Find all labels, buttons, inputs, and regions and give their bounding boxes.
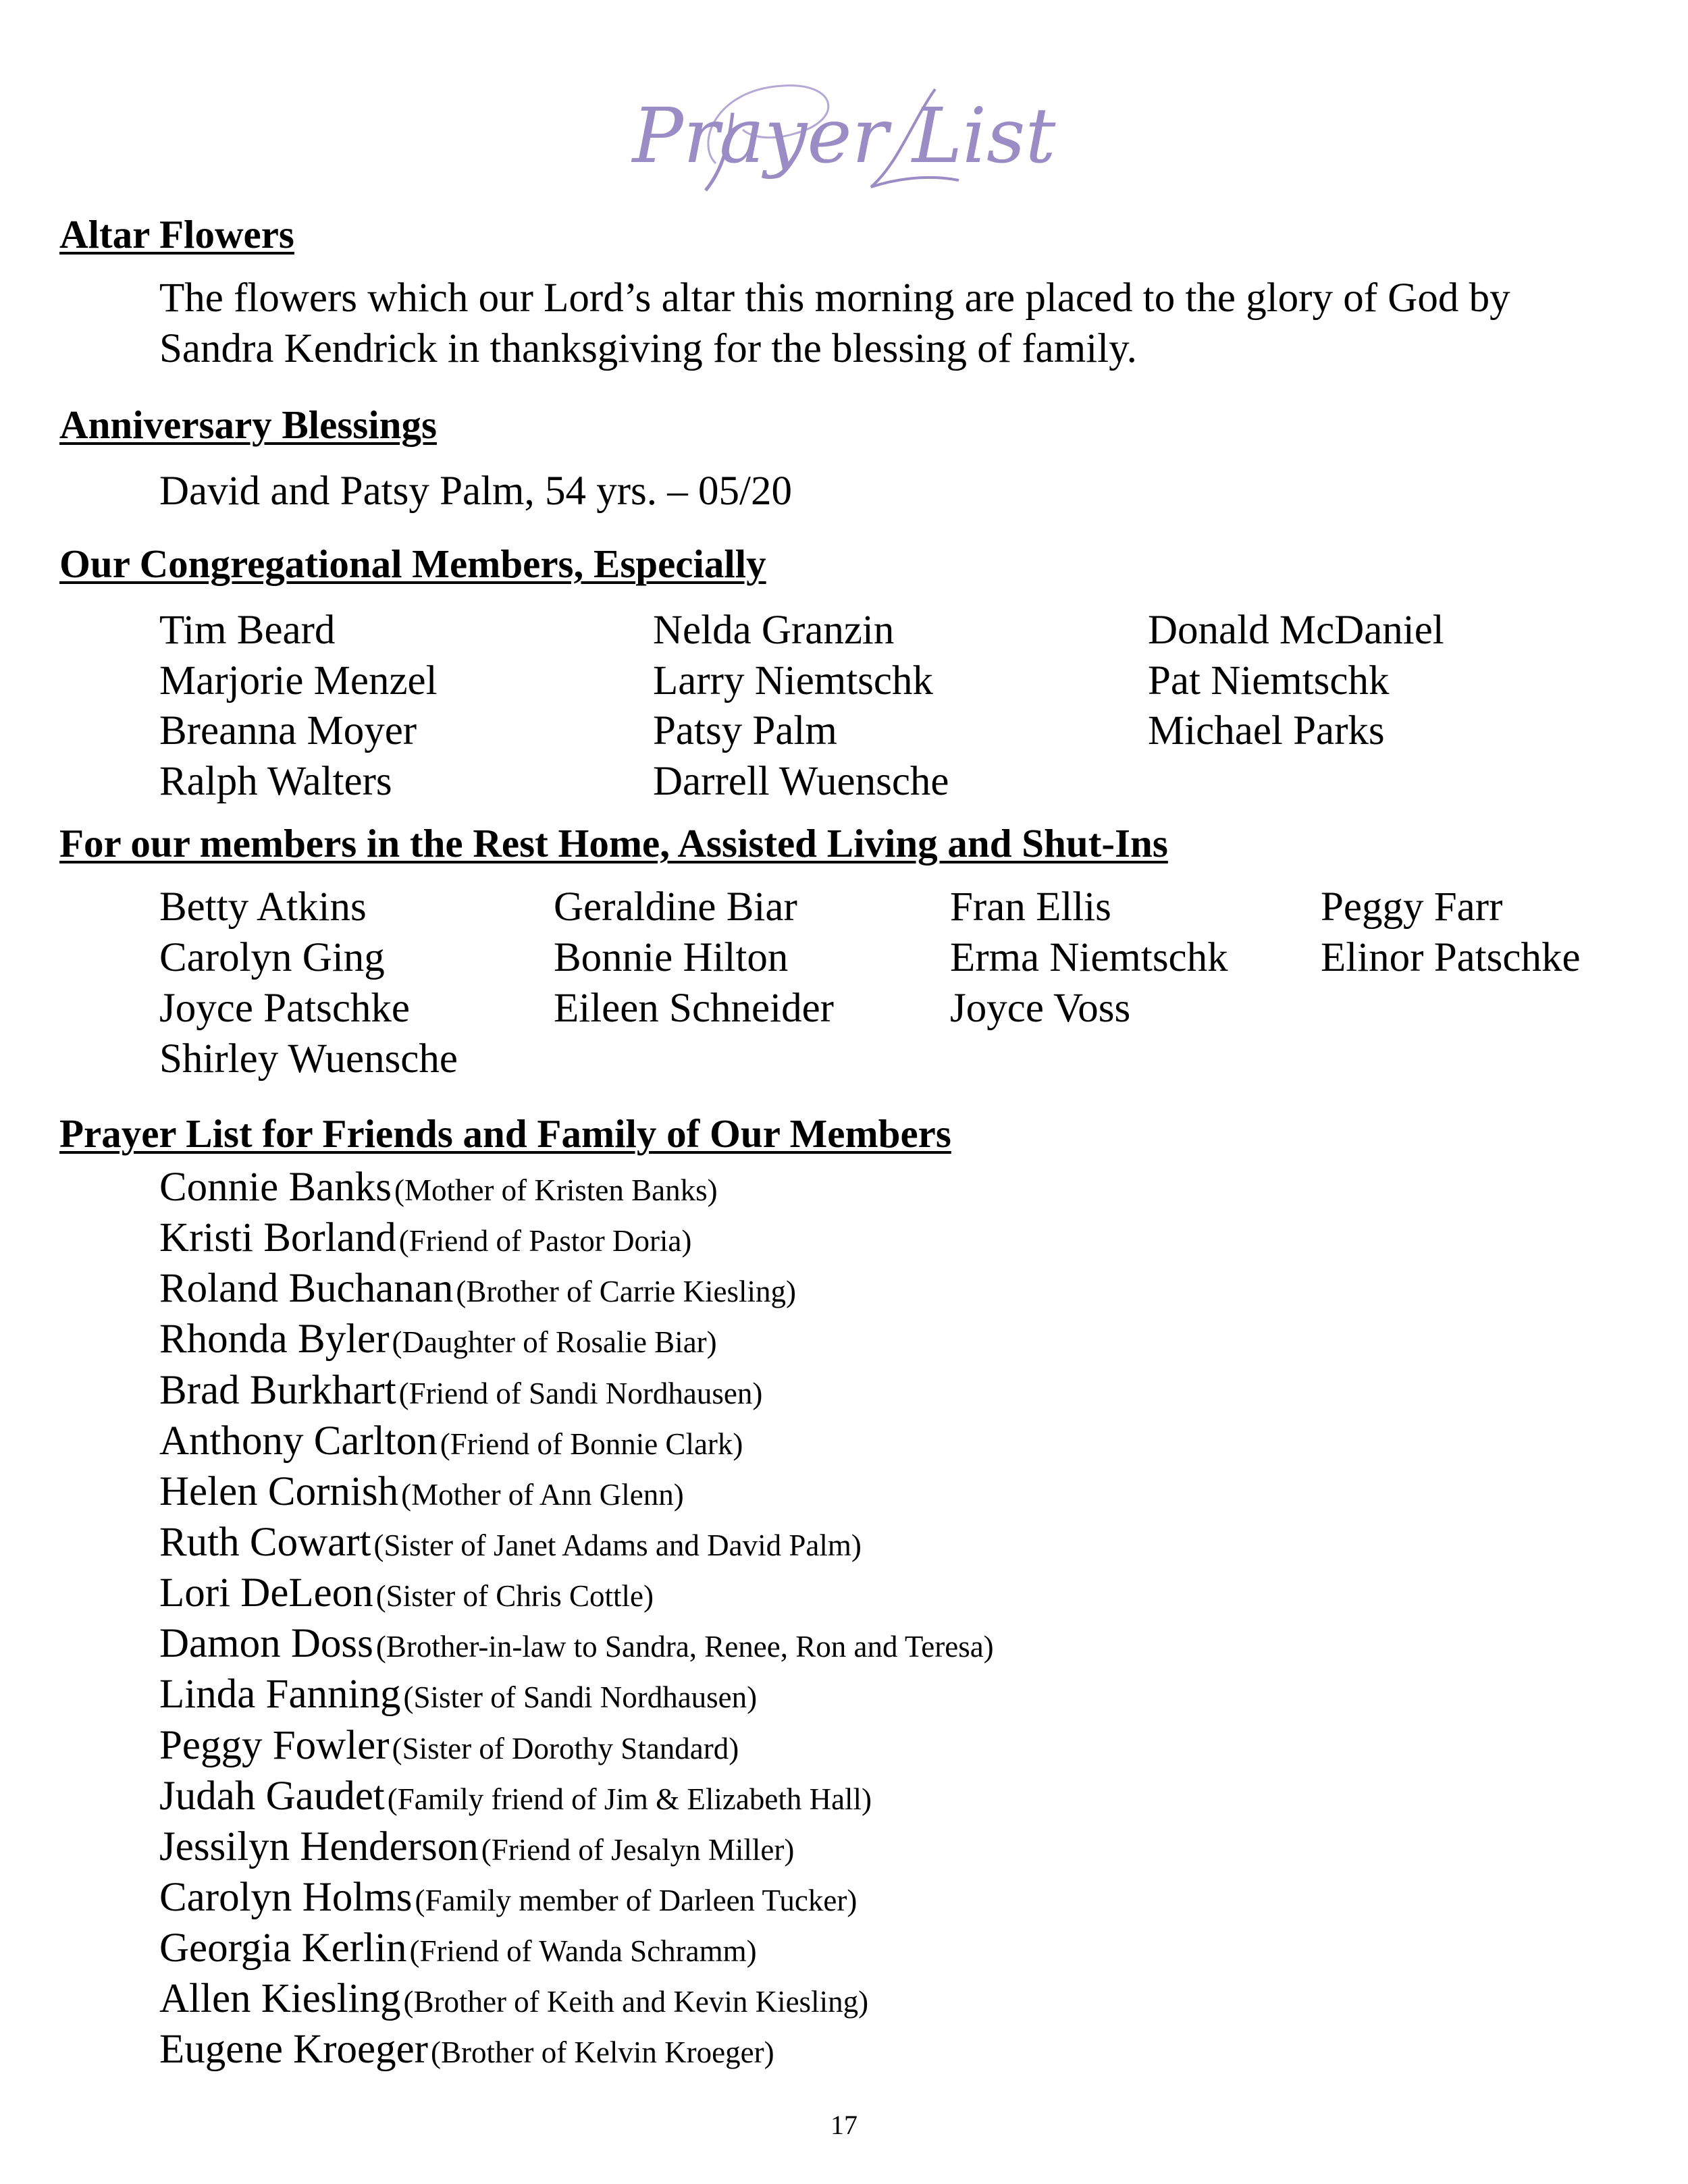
list-item [159,1471,684,1512]
rest-home-heading: For our members in the Rest Home, Assisted Living and Shut-Ins [59,821,1168,865]
person-name: Ruth Cowart [159,1520,371,1565]
congregation-name: Patsy Palm [653,708,837,753]
congregation-name: Breanna Moyer [159,708,417,753]
relation-note: (Brother of Carrie Kiesling) [456,1275,796,1308]
person-name: Rhonda Byler [159,1316,390,1362]
list-item [159,1268,796,1309]
congregation-name: Tim Beard [159,608,336,653]
congregation-name: Donald McDaniel [1148,608,1444,653]
congregation-name: Darrell Wuensche [653,759,949,804]
list-item [159,1927,757,1969]
person-name: Georgia Kerlin [159,1925,407,1971]
person-name: Connie Banks [159,1165,392,1210]
anniversary-line: David and Patsy Palm, 54 yrs. – 05/20 [159,469,792,514]
relation-note: (Sister of Janet Adams and David Palm) [373,1528,862,1562]
person-name: Damon Doss [159,1621,373,1666]
list-item [159,1978,868,2019]
relation-note: (Family friend of Jim & Elizabeth Hall) [387,1782,872,1816]
person-name: Carolyn Holms [159,1875,413,1920]
person-name: Peggy Fowler [159,1723,390,1768]
relation-note: (Sister of Dorothy Standard) [392,1732,739,1765]
rest-home-name: Joyce Patschke [159,986,410,1031]
relation-note: (Mother of Kristen Banks) [394,1173,718,1207]
list-item [159,1623,994,1664]
relation-note: (Daughter of Rosalie Biar) [392,1325,717,1359]
relation-note: (Sister of Sandi Nordhausen) [403,1680,758,1714]
logo-text: Prayer List [632,92,1056,180]
list-item [159,1572,654,1614]
rest-home-name: Shirley Wuensche [159,1036,458,1082]
congregation-name: Larry Niemtschk [653,658,933,703]
altar-flowers-heading: Altar Flowers [59,212,294,257]
rest-home-name: Joyce Voss [950,986,1131,1031]
anniversary-heading: Anniversary Blessings [59,402,437,447]
list-item [159,2029,774,2070]
relation-note: (Mother of Ann Glenn) [401,1478,684,1512]
relation-note: (Brother of Keith and Kevin Kiesling) [403,1985,869,2019]
person-name: Roland Buchanan [159,1266,454,1311]
person-name: Jessilyn Henderson [159,1824,479,1869]
rest-home-name: Elinor Patschke [1321,935,1581,980]
person-name: Linda Fanning [159,1672,401,1717]
person-name: Judah Gaudet [159,1774,385,1819]
prayer-list-logo [632,62,1056,207]
relation-note: (Brother-in-law to Sandra, Renee, Ron and Teresa) [375,1630,994,1663]
person-name: Helen Cornish [159,1469,399,1514]
list-item [159,1826,794,1867]
page-number: 17 [830,2110,858,2140]
person-name: Anthony Carlton [159,1418,438,1464]
rest-home-name: Peggy Farr [1321,884,1503,930]
rest-home-name: Eileen Schneider [554,986,834,1031]
congregation-heading: Our Congregational Members, Especially [59,541,766,586]
list-item [159,1877,857,1918]
congregation-name: Marjorie Menzel [159,658,438,703]
list-item [159,1167,718,1208]
relation-note: (Friend of Pastor Doria) [398,1224,692,1258]
list-item [159,1420,743,1462]
relation-note: (Friend of Sandi Nordhausen) [398,1377,763,1410]
list-item [159,1316,717,1362]
altar-flowers-line-2: Sandra Kendrick in thanksgiving for the blessing of family. [159,326,1137,371]
list-item [159,1522,862,1563]
friends-family-heading: Prayer List for Friends and Family of Our Members [59,1111,951,1156]
rest-home-name: Erma Niemtschk [950,935,1228,980]
list-item [159,1776,872,1817]
rest-home-name: Fran Ellis [950,884,1111,930]
person-name: Brad Burkhart [159,1368,396,1413]
rest-home-name: Carolyn Ging [159,935,385,980]
relation-note: (Friend of Jesalyn Miller) [481,1833,795,1867]
relation-note: (Friend of Wanda Schramm) [409,1934,757,1968]
list-item [159,1370,762,1411]
list-item [159,1725,739,1766]
rest-home-name: Geraldine Biar [554,884,797,930]
relation-note: (Brother of Kelvin Kroeger) [431,2035,774,2069]
congregation-name: Nelda Granzin [653,608,895,653]
congregation-name: Pat Niemtschk [1148,658,1390,703]
congregation-name: Ralph Walters [159,759,392,804]
rest-home-name: Bonnie Hilton [554,935,789,980]
list-item [159,1674,757,1715]
person-name: Kristi Borland [159,1215,396,1260]
person-name: Allen Kiesling [159,1976,401,2021]
altar-flowers-line-1: The flowers which our Lord’s altar this morning are placed to the glory of God by [159,275,1510,321]
person-name: Lori DeLeon [159,1570,373,1616]
congregation-name: Michael Parks [1148,708,1385,753]
rest-home-name: Betty Atkins [159,884,367,930]
relation-note: (Sister of Chris Cottle) [375,1579,654,1613]
list-item [159,1217,691,1258]
relation-note: (Friend of Bonnie Clark) [440,1427,743,1461]
relation-note: (Family member of Darleen Tucker) [415,1884,858,1917]
prayer-list-logo-graphic [632,62,1056,207]
person-name: Eugene Kroeger [159,2027,428,2072]
